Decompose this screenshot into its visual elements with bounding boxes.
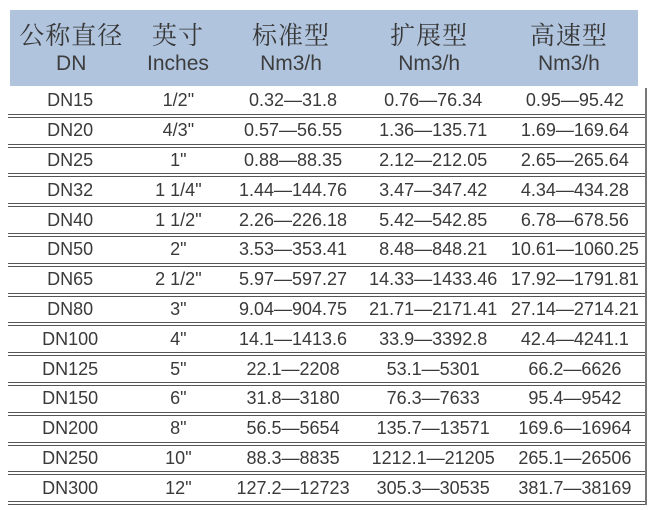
table-cell: DN40 (47, 209, 94, 230)
table-cell: 10.61—1060.25 (510, 239, 639, 260)
table-cell: 3" (170, 298, 187, 319)
table-cell: 8.48—848.21 (379, 239, 488, 260)
header-sublabel: Nm3/h (537, 52, 600, 75)
header-sublabel: Nm3/h (260, 52, 322, 75)
table-row (8, 237, 645, 267)
table-cell: 56.5—5654 (246, 418, 340, 439)
header-sublabel: Nm3/h (398, 52, 461, 75)
table-row (8, 416, 645, 446)
table-cell: 0.57—56.55 (244, 120, 343, 141)
table-cell: DN125 (42, 358, 99, 379)
table-cell: 127.2—12723 (236, 477, 350, 498)
table-cell: 95.4—9542 (528, 388, 622, 409)
table-cell: DN20 (47, 120, 94, 141)
table-cell: 381.7—38169 (518, 477, 632, 498)
table-cell: DN200 (42, 418, 99, 439)
table-row (8, 475, 645, 505)
table-cell: 88.3—8835 (246, 447, 340, 468)
table-cell: 3.53—353.41 (238, 239, 348, 260)
table-cell: 5.42—542.85 (379, 209, 488, 230)
table-cell: DN300 (42, 477, 99, 498)
table-cell: 2 1/2" (155, 269, 202, 290)
table-cell: 66.2—6626 (528, 358, 622, 379)
table-cell: 4" (170, 328, 187, 349)
table-cell: DN32 (47, 179, 94, 200)
table-cell: DN150 (42, 388, 99, 409)
header-col-standard (224, 10, 359, 86)
header-label: 高速型 (529, 22, 608, 50)
table-cell: 14.1—1413.6 (238, 328, 348, 349)
table-cell: 4/3" (162, 120, 195, 141)
table-cell: 1212.1—21205 (371, 447, 495, 468)
table-cell: DN15 (47, 90, 94, 111)
table-cell: 22.1—2208 (246, 358, 340, 379)
table-cell: 31.8—3180 (246, 388, 340, 409)
header-label: 公称直径 (19, 22, 124, 50)
table-cell: DN80 (47, 298, 94, 319)
header-label: 英寸 (151, 22, 204, 50)
table-row (8, 356, 645, 386)
table-cell: 1/2" (162, 90, 195, 111)
table-cell: 3.47—347.42 (379, 179, 488, 200)
table-row (8, 446, 645, 476)
table-cell: 2.26—226.18 (238, 209, 348, 230)
table-cell: 265.1—26506 (518, 447, 632, 468)
table-cell: DN100 (42, 328, 99, 349)
table-body (8, 88, 647, 505)
table-cell: 6.78—678.56 (520, 209, 629, 230)
table-row (8, 207, 645, 237)
table-cell: 33.9—3392.8 (379, 328, 488, 349)
table-cell: 1.44—144.76 (238, 179, 348, 200)
table-row (8, 177, 645, 207)
header-col-extended (359, 10, 500, 86)
table-header (10, 10, 638, 86)
table-cell: 76.3—7633 (386, 388, 480, 409)
table-cell: 5" (170, 358, 187, 379)
table-cell: DN250 (42, 447, 99, 468)
table-cell: 4.34—434.28 (520, 179, 629, 200)
table-cell: DN25 (47, 149, 94, 170)
table-cell: 169.6—16964 (518, 418, 632, 439)
table-cell: 135.7—13571 (376, 418, 490, 439)
table-cell: 17.92—1791.81 (510, 269, 639, 290)
table-cell: 305.3—30535 (376, 477, 490, 498)
header-col-inches (132, 10, 223, 86)
table-cell: 1 1/2" (155, 209, 202, 230)
table-cell: 1.36—135.71 (379, 120, 488, 141)
table-row (8, 326, 645, 356)
table-cell: 0.32—31.8 (249, 90, 338, 111)
header-col-highspeed (500, 10, 638, 86)
table-cell: 5.97—597.27 (238, 269, 348, 290)
table-cell: 2.65—265.64 (520, 149, 629, 170)
header-label: 标准型 (252, 22, 331, 50)
table-row (8, 386, 645, 416)
header-col-dn (10, 10, 132, 86)
table-cell: 10" (165, 447, 192, 468)
header-label: 扩展型 (390, 22, 469, 50)
table-cell: 12" (165, 477, 192, 498)
table-cell: 21.71—2171.41 (369, 298, 498, 319)
table-cell: 14.33—1433.46 (369, 269, 498, 290)
table-cell: 1 1/4" (155, 179, 202, 200)
table-cell: 42.4—4241.1 (520, 328, 629, 349)
table-cell: DN65 (47, 269, 94, 290)
table-row (8, 118, 645, 148)
table-cell: 0.76—76.34 (384, 90, 483, 111)
table-cell: 2.12—212.05 (379, 149, 488, 170)
table-row (8, 297, 645, 327)
table-cell: 0.95—95.42 (525, 90, 624, 111)
header-sublabel: Inches (147, 52, 209, 75)
table-cell: 1" (170, 149, 187, 170)
table-cell: DN50 (47, 239, 94, 260)
table-row (8, 148, 645, 178)
header-sublabel: DN (56, 52, 87, 75)
table-cell: 8" (170, 418, 187, 439)
table-cell: 9.04—904.75 (238, 298, 348, 319)
table-cell: 2" (170, 239, 187, 260)
table-cell: 27.14—2714.21 (510, 298, 639, 319)
table-cell: 1.69—169.64 (520, 120, 629, 141)
table-cell: 0.88—88.35 (244, 149, 343, 170)
table-cell: 53.1—5301 (386, 358, 480, 379)
table-cell: 6" (170, 388, 187, 409)
table-row (8, 267, 645, 297)
table-row (8, 88, 645, 118)
